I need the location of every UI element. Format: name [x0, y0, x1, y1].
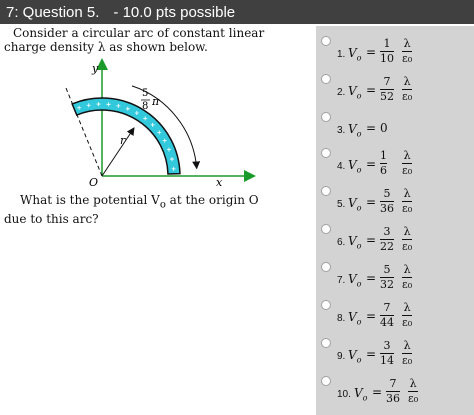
question-text — [4, 193, 314, 226]
choice-lhs: $V_o$ — [348, 196, 362, 213]
choice-number: 6. — [337, 237, 346, 248]
answer-choice[interactable] — [320, 184, 470, 220]
prompt-line-2: charge density λ as shown below. — [4, 40, 208, 54]
choice-number: 7. — [337, 275, 346, 286]
choice-equals: = — [366, 83, 377, 97]
charged-arc — [72, 98, 180, 174]
question-number: 7: Question 5. — [6, 3, 100, 21]
choice-equals: = — [366, 121, 377, 135]
choice-unit: $\frac{\lambda}{\text{ε₀}}$ — [402, 187, 413, 215]
question-line-1b: at the origin O — [165, 193, 259, 207]
choice-equals: = — [366, 271, 377, 285]
choice-unit: $\frac{\lambda}{\text{ε₀}}$ — [402, 37, 413, 65]
arc-figure — [58, 56, 258, 194]
choice-coefficient: $\frac{1}{10}$ — [380, 37, 394, 65]
choice-number: 5. — [337, 199, 346, 210]
choice-zero: 0 — [380, 121, 388, 135]
choice-lhs: $V_o$ — [348, 46, 362, 63]
choice-lhs: $V_o$ — [348, 310, 362, 327]
choice-coefficient: $\frac{7}{44}$ — [380, 301, 394, 329]
question-sub: o — [159, 199, 166, 211]
choice-coefficient: $\frac{5}{32}$ — [380, 263, 394, 291]
answer-choice[interactable] — [320, 34, 470, 70]
choice-unit: $\frac{\lambda}{\text{ε₀}}$ — [402, 301, 413, 329]
choice-lhs: $V_o$ — [348, 158, 362, 175]
choice-unit: $\frac{\lambda}{\text{ε₀}}$ — [402, 263, 413, 291]
choice-number: 2. — [337, 87, 346, 98]
choice-unit: $\frac{\lambda}{\text{ε₀}}$ — [402, 149, 413, 177]
radio-button[interactable] — [321, 224, 331, 234]
arc-diagram — [58, 56, 258, 190]
radio-button[interactable] — [321, 186, 331, 196]
choice-number: 9. — [337, 351, 346, 362]
x-label: x — [216, 176, 223, 189]
choice-lhs: $V_o$ — [348, 122, 362, 139]
choice-equals: = — [366, 309, 377, 323]
answer-choice[interactable] — [320, 298, 470, 334]
choice-lhs: $V_o$ — [354, 386, 368, 403]
question-prompt — [4, 26, 316, 54]
choice-unit: $\frac{\lambda}{\text{ε₀}}$ — [408, 377, 419, 405]
radio-button[interactable] — [321, 376, 331, 386]
question-line-2: due to this arc? — [4, 212, 99, 227]
origin-label: O — [89, 176, 99, 189]
angle-pi: π — [152, 95, 160, 108]
choice-coefficient: $\frac{1}{6}$ — [380, 149, 387, 177]
answer-choice[interactable] — [320, 110, 470, 146]
answer-choice[interactable] — [320, 72, 470, 108]
choice-unit: $\frac{\lambda}{\text{ε₀}}$ — [402, 75, 413, 103]
choice-lhs: $V_o$ — [348, 84, 362, 101]
choice-equals: = — [372, 385, 383, 399]
choice-equals: = — [366, 195, 377, 209]
choice-number: 4. — [337, 161, 346, 172]
points-possible: - 10.0 pts possible — [113, 3, 236, 21]
question-line-1: What is the potential V — [20, 193, 160, 207]
choice-equals: = — [366, 347, 377, 361]
question-header — [0, 0, 474, 24]
choice-coefficient: $\frac{5}{36}$ — [380, 187, 394, 215]
choice-coefficient: $\frac{3}{22}$ — [380, 225, 394, 253]
choice-number: 3. — [337, 125, 346, 136]
answer-choice[interactable] — [320, 336, 470, 372]
choice-lhs: $V_o$ — [348, 348, 362, 365]
choice-number: 1. — [337, 49, 346, 60]
answer-choice[interactable] — [320, 222, 470, 258]
radio-button[interactable] — [321, 112, 331, 122]
choice-number: 8. — [337, 313, 346, 324]
radius-arrow — [102, 128, 134, 176]
choice-lhs: $V_o$ — [348, 272, 362, 289]
angle-denominator: 8 — [142, 101, 149, 112]
radio-button[interactable] — [321, 148, 331, 158]
radio-button[interactable] — [321, 300, 331, 310]
radio-button[interactable] — [321, 262, 331, 272]
choice-coefficient: $\frac{7}{36}$ — [386, 377, 400, 405]
answer-choice[interactable] — [320, 146, 470, 182]
y-label: y — [92, 62, 99, 75]
choice-equals: = — [366, 45, 377, 59]
choice-number: 10. — [337, 389, 351, 400]
angle-numerator: 5 — [142, 88, 149, 99]
radio-button[interactable] — [321, 338, 331, 348]
choice-lhs: $V_o$ — [348, 234, 362, 251]
choice-equals: = — [366, 233, 377, 247]
choice-equals: = — [366, 157, 377, 171]
radio-button[interactable] — [321, 74, 331, 84]
answer-choice[interactable] — [320, 374, 470, 410]
prompt-line-1: Consider a circular arc of constant linear — [13, 26, 265, 40]
choice-coefficient: $\frac{7}{52}$ — [380, 75, 394, 103]
r-label: r — [120, 134, 126, 147]
choice-unit: $\frac{\lambda}{\text{ε₀}}$ — [402, 339, 413, 367]
answer-choice[interactable] — [320, 260, 470, 296]
choice-coefficient: $\frac{3}{14}$ — [380, 339, 394, 367]
choice-unit: $\frac{\lambda}{\text{ε₀}}$ — [402, 225, 413, 253]
radio-button[interactable] — [321, 36, 331, 46]
